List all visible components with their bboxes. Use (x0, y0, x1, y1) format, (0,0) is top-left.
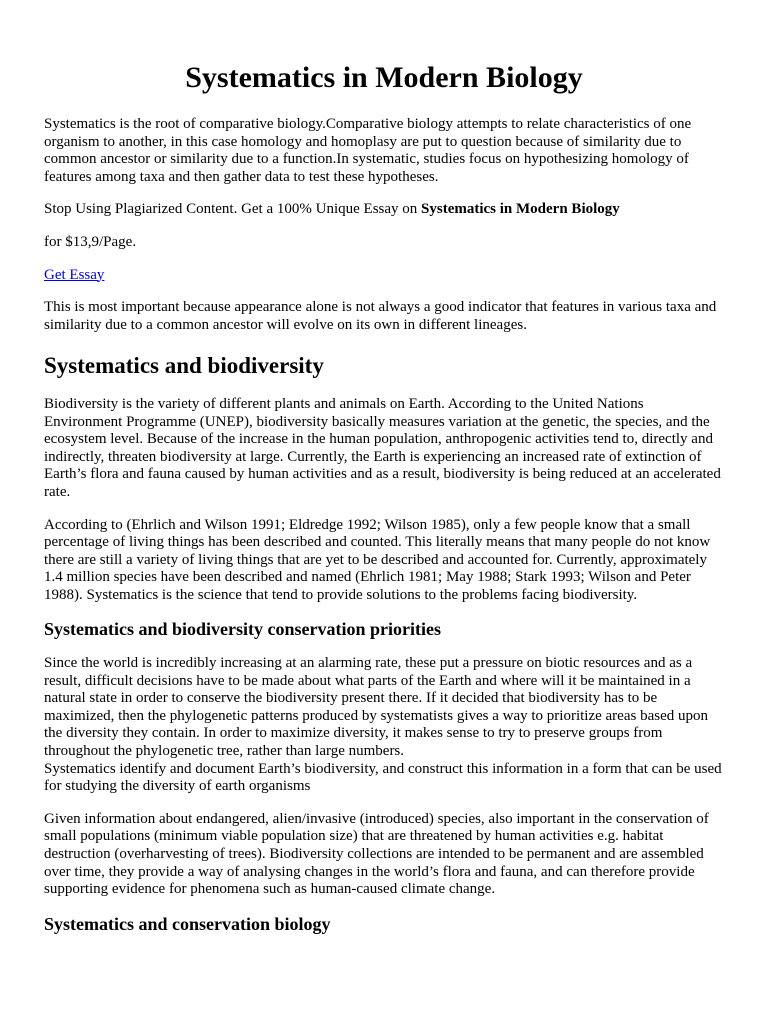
paragraph-after-link: This is most important because appearance alone is not always a good indicator that features in various taxa and similarity due to a common ancestor will evolve on its own in different lineages. (44, 299, 717, 333)
promo-price: for $13,9/Page. (44, 233, 137, 250)
promo-essay-title: Systematics in Modern Biology (421, 201, 620, 218)
promo-line (44, 201, 724, 219)
priorities-paragraph-1b: Systematics identify and document Earth’s biodiversity, and construct this information in a form that can be used for studying the diversity of earth organisms (44, 760, 722, 795)
page-title: Systematics in Modern Biology (185, 61, 583, 94)
get-essay-link[interactable]: Get Essay (44, 266, 105, 283)
intro-paragraph: Systematics is the root of comparative biology.Comparative biology attempts to relate characteristics of one organism to another, in this case homology and homoplasy are put to question because of similarity due to common ancestor or similarity due to a function.In systematic, studies focus on hypothesizing homology of features among taxa and then gather data to test these hypotheses. (44, 116, 692, 185)
priorities-paragraph-2: Given information about endangered, alien/invasive (introduced) species, also important in the conservation of small populations (minimum viable population size) that are threatened by human activities e.g. habitat destruction (overharvesting of trees). Biodiversity collections are intended to be permanent and are assembled over time, they provide a way of analysing changes in the world’s flora and fauna, and can therefore provide supporting evidence for phenomena such as human-caused climate change. (44, 810, 709, 898)
heading-conservation-priorities: Systematics and biodiversity conservation priorities (44, 619, 441, 640)
priorities-paragraph-1a: Since the world is incredibly increasing at an alarming rate, these put a pressure on biotic resources and as a result, difficult decisions have to be made about what parts of the Earth and where will it be maintained in a natural state in order to conserve the biodiversity present there. If it decided that biodiversity has to be maximized, then the phylogenetic patterns produced by systematists gives a way to prioritize areas based upon the diversity they contain. In order to maximize diversity, it makes sense to try to preserve groups from throughout the phylogenetic tree, rather than large numbers. (44, 655, 708, 760)
biodiversity-paragraph-1: Biodiversity is the variety of different plants and animals on Earth. According to the United Nations Environment Programme (UNEP), biodiversity basically measures variation at the genetic, the species, and the ecosystem level. Because of the increase in the human population, anthropogenic activities tend to, directly and indirectly, threaten biodiversity at large. Currently, the Earth is experiencing an increased rate of extinction of Earth’s flora and fauna caused by human activities and as a result, biodiversity is being reduced at an accelerated rate. (44, 395, 721, 500)
get-essay-line (44, 267, 724, 285)
heading-systematics-biodiversity: Systematics and biodiversity (44, 353, 324, 379)
heading-conservation-biology: Systematics and conservation biology (44, 913, 331, 934)
promo-prefix: Stop Using Plagiarized Content. Get a 100% Unique Essay on (44, 201, 422, 218)
biodiversity-paragraph-2: According to (Ehrlich and Wilson 1991; Eldredge 1992; Wilson 1985), only a few people know that a small percentage of living things has been described and counted. This literally means that many people do not know there are still a variety of living things that are yet to be described and accounted for. Currently, approximately 1.4 million species have been described and named (Ehrlich 1981; May 1988; Stark 1993; Wilson and Peter 1988). Systematics is the science that tend to provide solutions to the problems facing biodiversity. (44, 516, 711, 603)
priorities-paragraph-1 (44, 655, 724, 796)
